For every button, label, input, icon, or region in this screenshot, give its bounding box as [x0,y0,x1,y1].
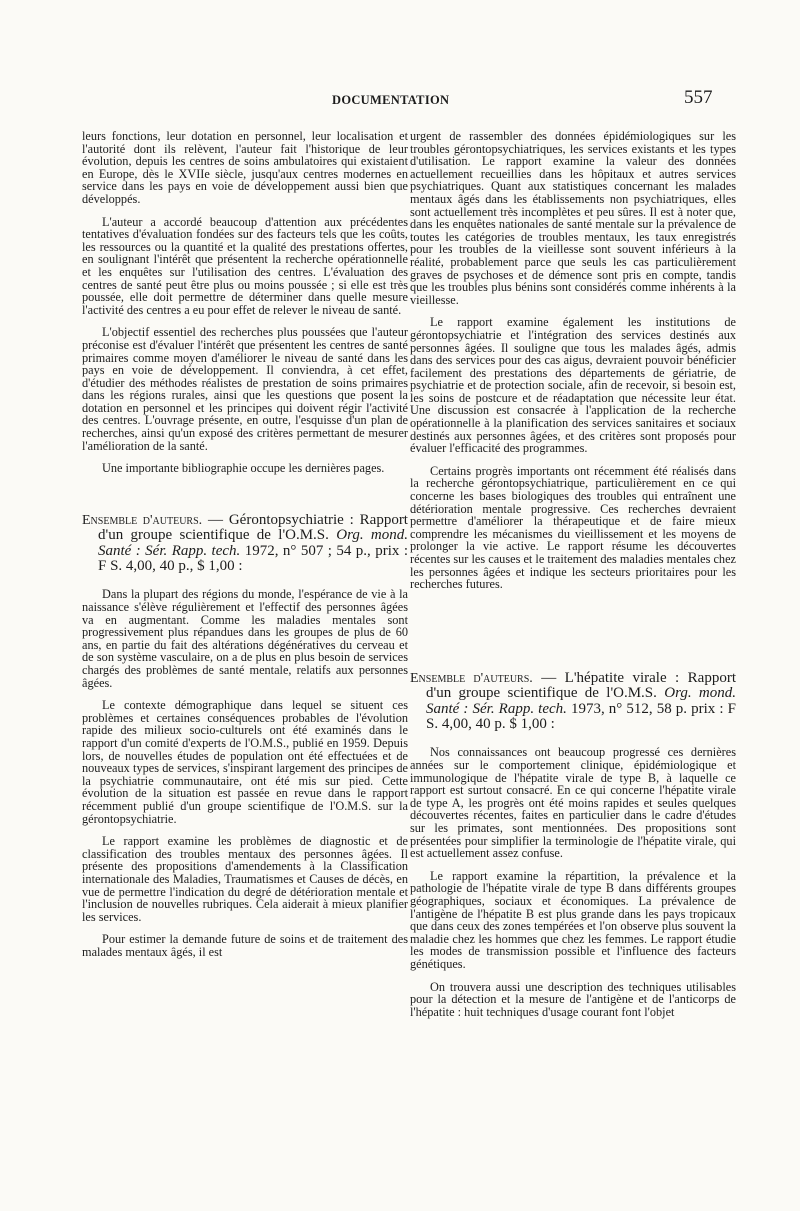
running-title: DOCUMENTATION [332,93,450,107]
paragraph: L'objectif essentiel des recherches plus poussées que l'auteur préconise est d'évaluer l'intérêt que présentent les centres de santé primaires comme moyen d'améliorer le niveau de santé dans les pays en voie de développement. Il conviendra, à cet effet, d'étudier des méthodes réalistes de prestation de soins primaires dans les régions rurales, ainsi que les questions que posent la dotation en personnel et les principes qui doivent régir l'activité des centres. L'ouvrage présente, en outre, l'esquisse d'un plan de recherches, ainsi qu'un exposé des critères permettant de mesurer l'amélioration de la santé. [82,325,408,453]
entry-details: 1972, n° 507 ; 54 p., prix : F S. 4,00, 40 p., $ 1,00 : [98,542,408,575]
left-column [82,130,408,969]
entry-author: Ensemble d'auteurs. [410,670,533,686]
paragraph: L'auteur a accordé beaucoup d'attention aux précédentes tentatives d'évaluation fondées sur des facteurs tels que les coûts, les ressources ou la quantité et la qualité des prestations offertes, en soulignant l'intérêt que présentent la recherche opérationnelle et les enquêtes sur l'utilisation des centres. L'évaluation des centres de santé peut être plus ou moins poussée ; si elle est très poussée, elle doit permettre de déterminer dans quelle mesure l'activité des centres a eu pour effet de relever le niveau de santé. [82,214,408,317]
paragraph: leurs fonctions, leur dotation en personnel, leur localisation et l'autorité dont ils relèvent, l'auteur fait l'historique de leur évolution, depuis les centres de soins ambulatoires qui existaient en Europe, dès le XVIIe siècle, jusqu'aux centres modernes en service dans les pays en voie de développement aussi bien que développés. [82,129,408,206]
entry-author: Ensemble d'auteurs. [82,512,203,528]
paragraph: Dans la plupart des régions du monde, l'espérance de vie à la naissance s'élève régulièrement et l'effectif des personnes âgées va en augmentant. Comme les maladies mentales sont progressivement plus répandues dans les groupes de plus de 60 ans, en partie du fait des altérations dégénératives du cerveau et de son système vasculaire, on a de plus en plus besoin de services chargés des problèmes de santé mentale, relatifs aux personnes âgées. [82,587,408,690]
entry-series: Org. mond. Santé : Sér. Rapp. tech. [98,527,409,559]
entry-title: — L'hépatite virale : Rapport d'un groupe scientifique de l'O.M.S. [426,669,736,702]
spacer [410,601,736,671]
paragraph: On trouvera aussi une description des techniques utilisables pour la détection et la mesure de l'antigène et de l'anticorps de l'hépatite : huit techniques d'usage courant font l'objet [410,979,736,1019]
entry-title: — Gérontopsychiatrie : Rapport d'un groupe scientifique de l'O.M.S. [98,511,408,544]
bibliographic-entry [410,671,736,733]
paragraph: Certains progrès importants ont récemment été réalisés dans la recherche gérontopsychiatrique, particulièrement en ce qui concerne les bases biologiques des troubles qui entraînent une détérioration mentale progressive. Ces recherches devraient permettre d'améliorer la thérapeutique et de faire mieux comprendre les mécanismes du vieillissement et les moyens de prolonger la vie active. Le rapport résume les découvertes récentes sur les causes et le traitement des maladies mentales chez les personnes âgées et indique les secteurs prioritaires pour les recherches futures. [410,463,736,592]
entry-details: 1973, n° 512, 58 p. prix : F S. 4,00, 40 p. $ 1,00 : [426,700,736,732]
entry-series: Org. mond. Santé : Sér. Rapp. tech. [426,685,737,717]
bibliographic-entry [82,513,408,575]
paragraph: Une importante bibliographie occupe les dernières pages. [102,461,385,476]
right-column [410,130,736,1028]
paragraph: Nos connaissances ont beaucoup progressé ces dernières années sur le comportement clinique, épidémiologique et immunologique de l'hépatite virale de type B, à laquelle ce rapport est surtout consacré. En ce qui concerne l'hépatite virale de type A, les progrès ont été moins rapides et seules quelques découvertes récentes, faites en particulier dans le cadre d'études sur les primates, sont mentionnées. Des propositions sont présentées pour simplifier la terminologie de l'hépatite virale, qui est actuellement assez confuse. [410,745,736,861]
paragraph: Le rapport examine les problèmes de diagnostic et de classification des troubles mentaux des personnes âgées. Il présente des propositions d'amendements à la Classification internationale des Maladies, Traumatismes et Causes de décès, en vue de permettre l'indication du degré de détérioration mentale et l'inclusion de nouvelles rubriques. Cela aiderait à mieux planifier les services. [82,834,408,924]
paragraph: Le contexte démographique dans lequel se situent ces problèmes et certaines conséquences probables de l'évolution rapide des milieux socio-culturels ont été examinés dans le rapport d'un comité d'experts de l'O.M.S., publié en 1959. Depuis lors, de nouvelles études de population ont été effectuées et de nouveaux types de services, s'inspirant largement des principes de la psychiatrie communautaire, ont été mis sur pied. Cette évolution de la situation est passée en revue dans le rapport récemment publié d'un groupe scientifique de l'O.M.S. sur la gérontopsychiatrie. [82,698,408,826]
paragraph: Le rapport examine la répartition, la prévalence et la pathologie de l'hépatite virale de type B dans différents groupes géographiques, sociaux et économiques. La prévalence de l'antigène de l'hépatite B est plus grande dans les pays tropicaux que dans ceux des zones tempérées et l'on observe plus souvent la maladie chez les hommes que chez les femmes. Le rapport étudie les modes de transmission possible et l'influence des facteurs génétiques. [410,868,736,971]
paragraph: urgent de rassembler des données épidémiologiques sur les troubles gérontopsychiatriques, les services existants et les types d'utilisation. Le rapport examine la valeur des données actuellement recueillies dans les hôpitaux et autres services psychiatriques. Quant aux statistiques concernant les malades mentaux âgés dans les établissements non psychiatriques, elles sont actuellement très incomplètes et peu sûres. Il est à noter que, dans les enquêtes nationales de santé mentale sur la prévalence de toutes les catégories de troubles mentaux, les taux enregistrés pour les troubles de la vieillesse sont souvent inférieurs à la réalité, probablement parce que seuls les cas particulièrement graves de psychoses et de démence sont pris en compte, tandis que les troubles plus bénins sont considérés comme inhérents à la vieillesse. [410,129,736,307]
page-number: 557 [684,87,713,108]
paragraph: Pour estimer la demande future de soins et de traitement des malades mentaux âgés, il est [82,932,408,959]
paragraph: Le rapport examine également les institutions de gérontopsychiatrie et l'intégration des services destinés aux personnes âgées. Il souligne que tous les malades âgés, admis dans des services pour des cas aigus, devraient pouvoir bénéficier facilement des prestations des départements de gériatrie, de psychiatrie et de protection sociale, afin de recevoir, si besoin est, les soins de postcure et de réadaptation que nécessite leur état. Une discussion est consacrée à l'application de la recherche opérationnelle à la planification des services sanitaires et sociaux destinés aux personnes âgées, et des critères sont proposés pour évaluer l'efficacité des programmes. [410,315,736,456]
spacer [82,485,408,513]
page-header [0,87,800,113]
